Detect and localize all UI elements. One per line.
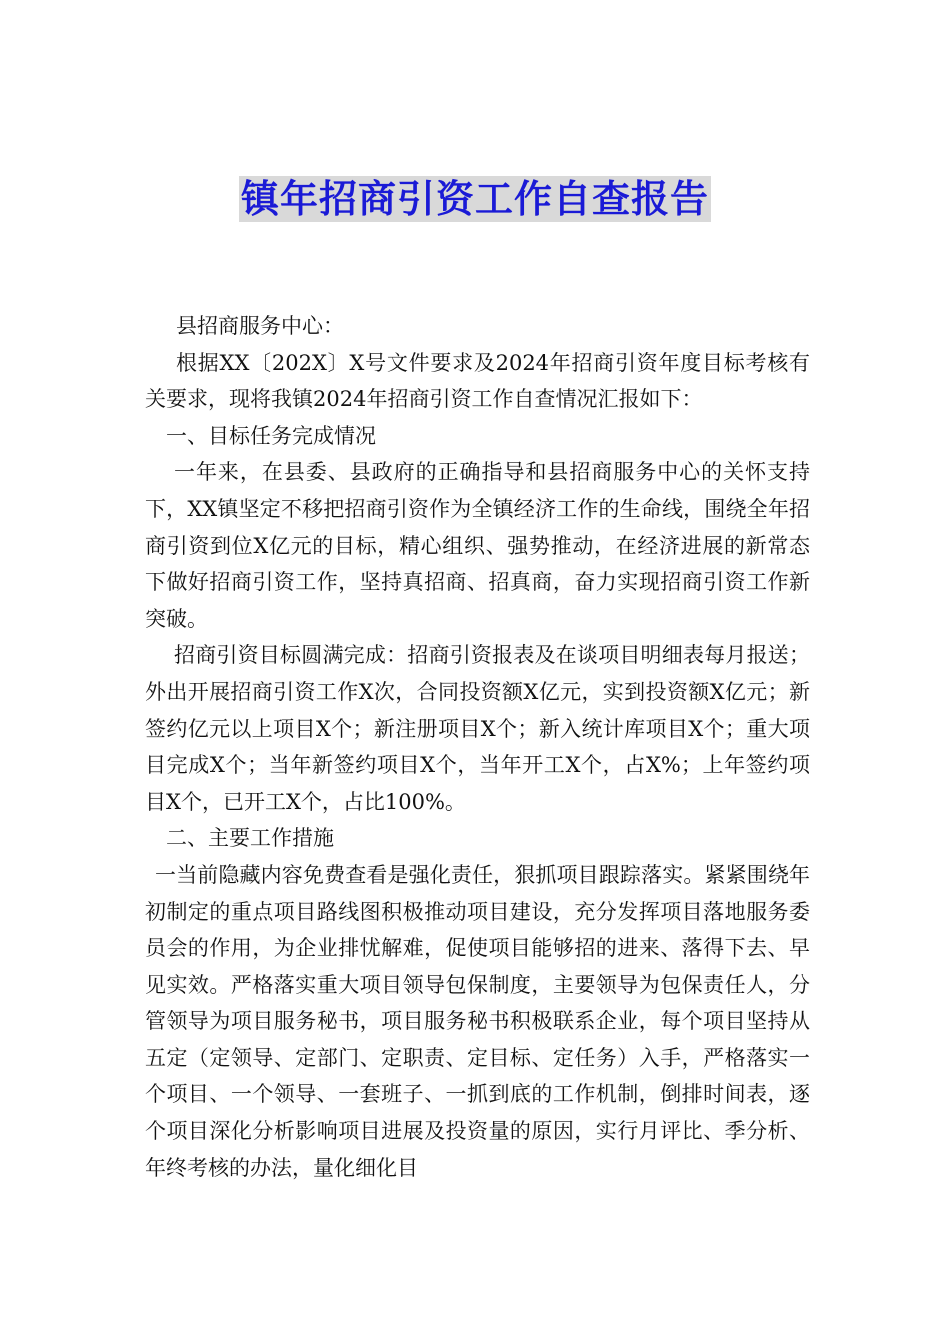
section-heading-1: 一、目标任务完成情况 <box>166 423 376 448</box>
addressee-line: 县招商服务中心： <box>176 314 344 338</box>
section-heading-2: 二、主要工作措施 <box>166 826 334 851</box>
document-body <box>145 308 810 1186</box>
document-title: 镇年招商引资工作自查报告 <box>240 177 709 221</box>
section1-paragraph-2: 招商引资目标圆满完成：招商引资报表及在谈项目明细表每月报送；外出开展招商引资工作X次，合同投资额X亿元，实到投资额X亿元；新签约亿元以上项目X个；新注册项目X个；新入统计库项目X个；重大项目完成X个；当年新签约项目X个，当年开工X个，占X%；上年签约项目X个，已开工X个，占比100%。 <box>145 643 810 814</box>
section2-paragraph-1: 一当前隐藏内容免费查看是强化责任，狠抓项目跟踪落实。紧紧围绕年初制定的重点项目路线图积极推动项目建设，充分发挥项目落地服务委员会的作用，为企业排忧解难，促使项目能够招的进来、落得下去、早见实效。严格落实重大项目领导包保制度，主要领导为包保责任人，分管领导为项目服务秘书，项目服务秘书积极联系企业，每个项目坚持从五定（定领导、定部门、定职责、定目标、定任务）入手，严格落实一个项目、一个领导、一套班子、一抓到底的工作机制，倒排时间表，逐个项目深化分析影响项目进展及投资量的原因，实行月评比、季分析、年终考核的办法，量化细化目 <box>145 862 810 1180</box>
intro-paragraph: 根据XX〔202X〕X号文件要求及2024年招商引资年度目标考核有关要求，现将我镇2024年招商引资工作自查情况汇报如下： <box>145 350 810 412</box>
title-container <box>0 176 950 222</box>
section1-paragraph-1: 一年来，在县委、县政府的正确指导和县招商服务中心的关怀支持下，XX镇坚定不移把招商引资作为全镇经济工作的生命线，围绕全年招商引资到位X亿元的目标，精心组织、强势推动，在经济进展的新常态下做好招商引资工作，坚持真招商、招真商，奋力实现招商引资工作新突破。 <box>145 460 810 631</box>
